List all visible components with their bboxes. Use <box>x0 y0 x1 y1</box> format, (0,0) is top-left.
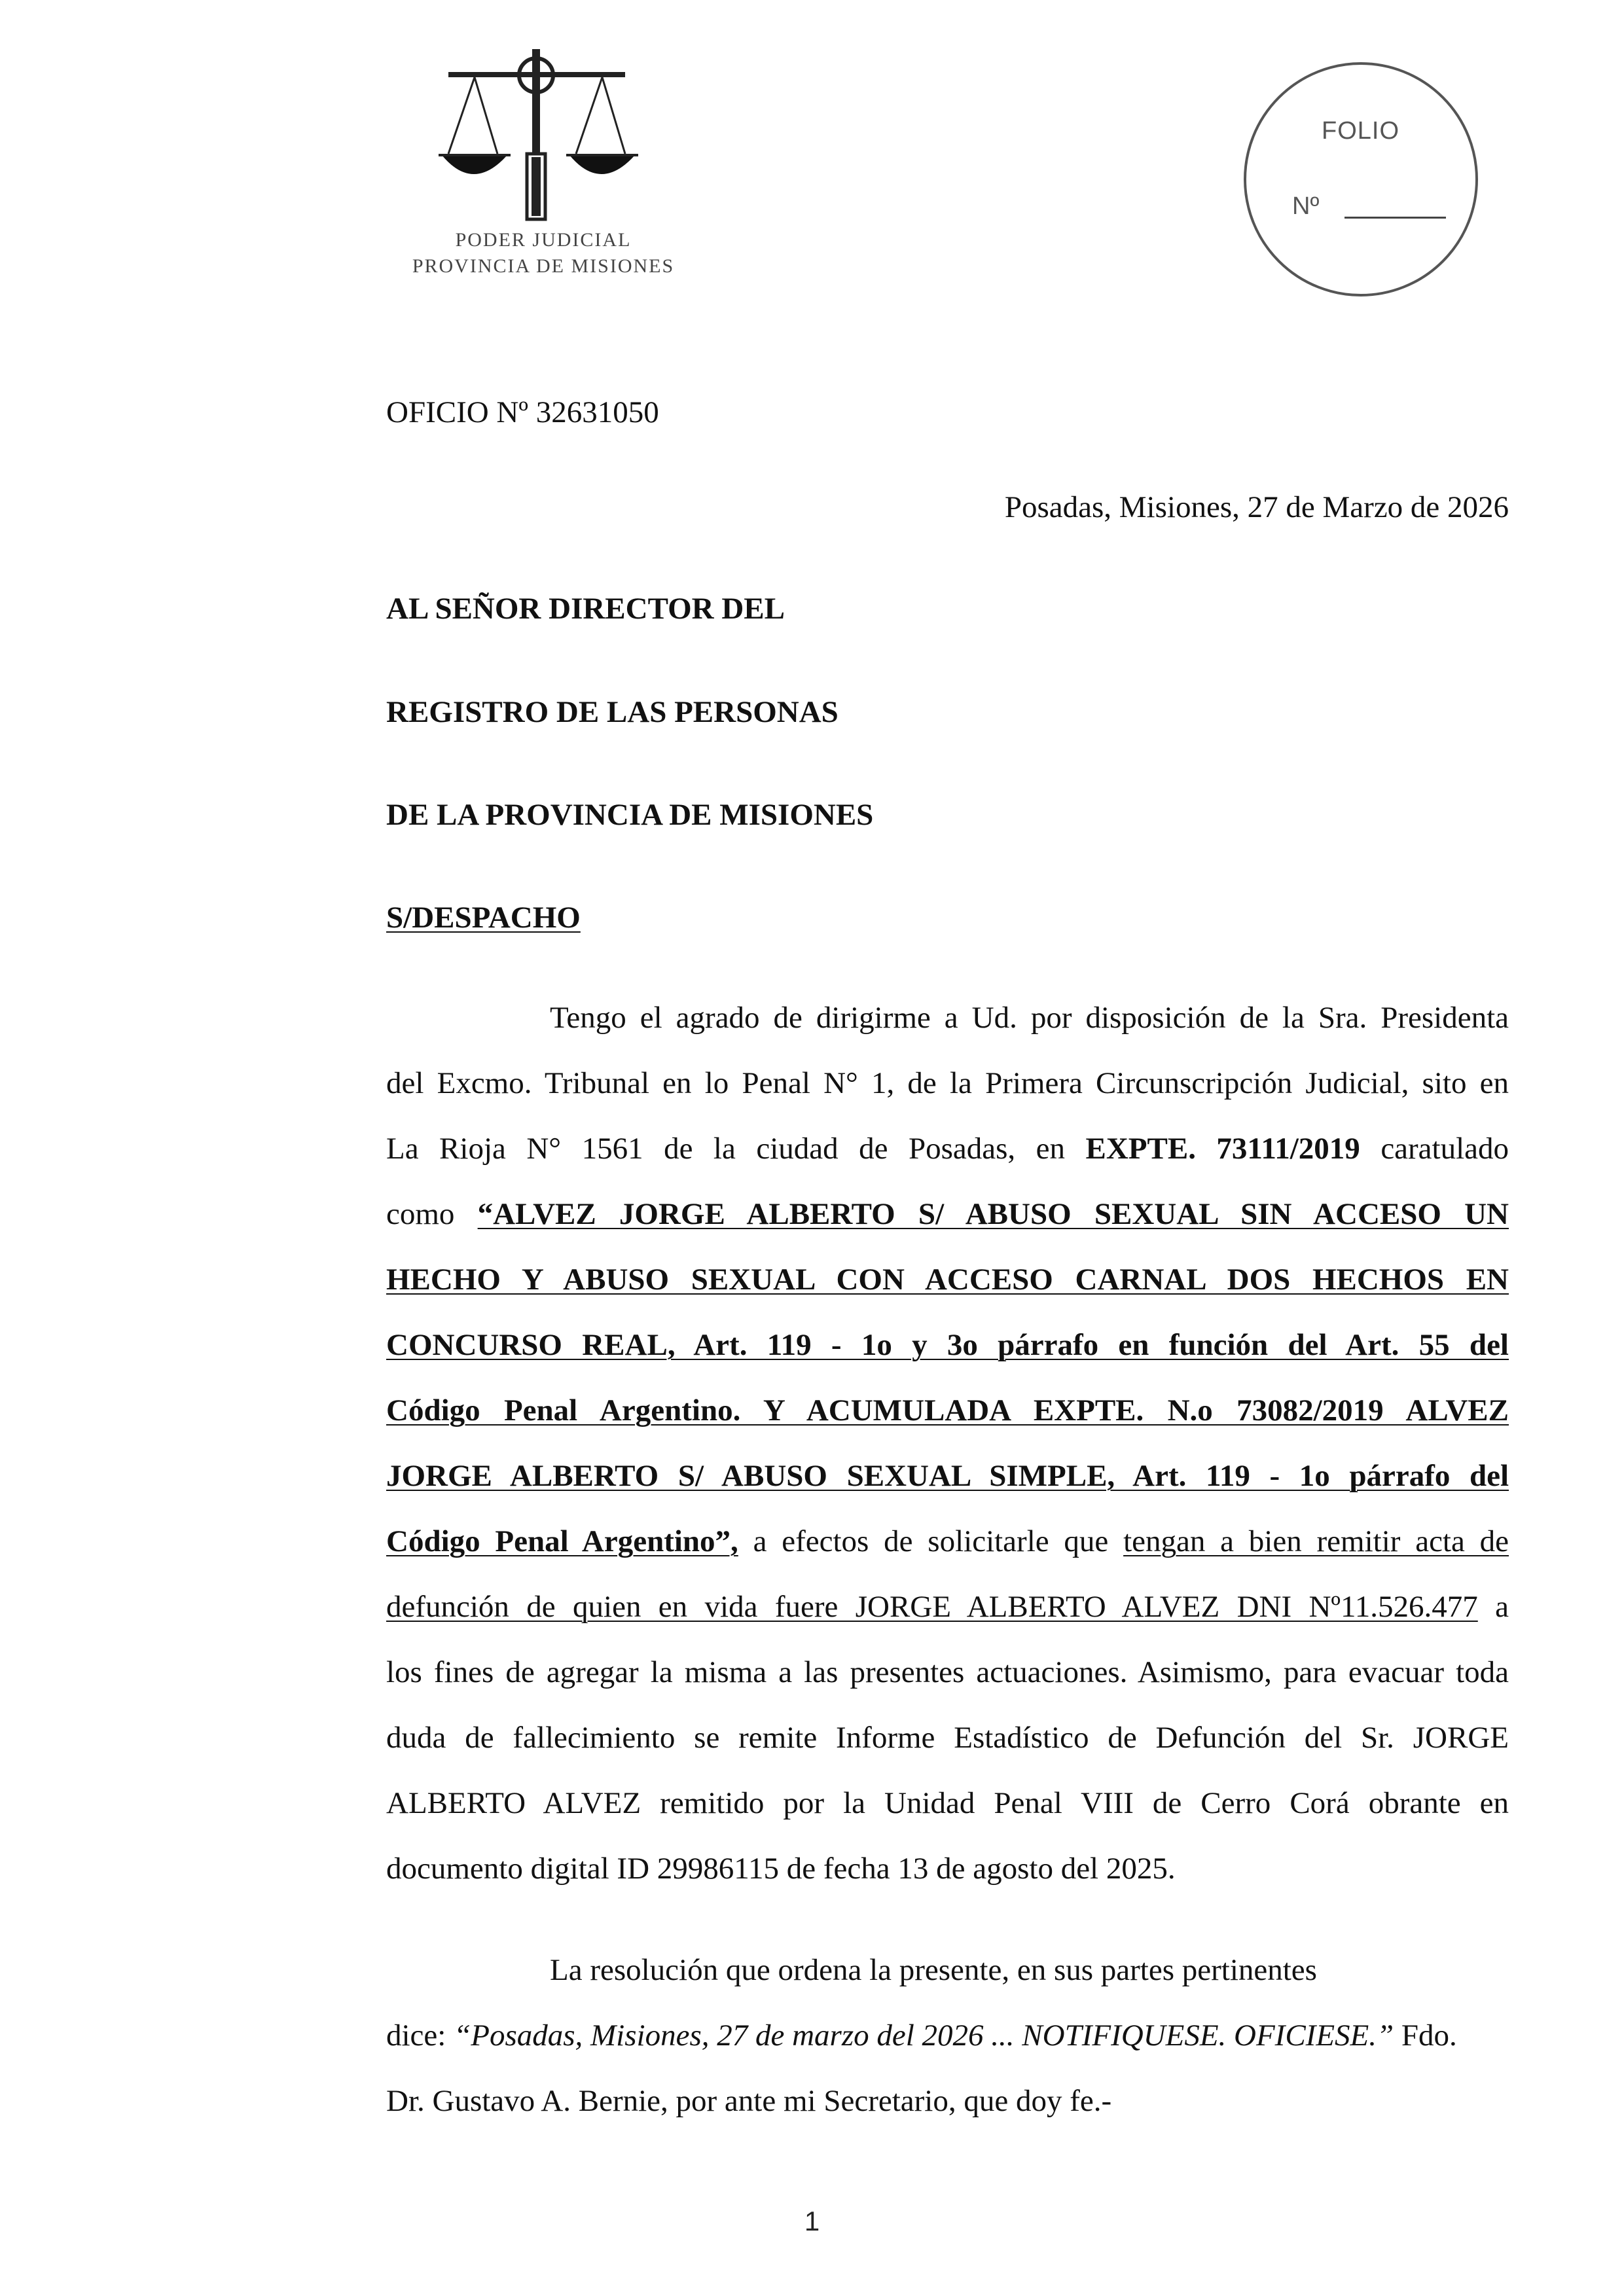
scales-of-justice-icon <box>435 36 651 226</box>
resolution-line-2 <box>386 2016 1457 2055</box>
resolution-line-1: La resolución que ordena la presente, en sus partes pertinentes <box>550 1953 1317 1987</box>
body-line-9b: a efectos de solicitarle que <box>753 1524 1109 1558</box>
judicial-logo <box>406 36 681 298</box>
body-line-3a: La Rioja N° 1561 de la ciudad de Posadas, en <box>386 1132 1065 1166</box>
body-line-11: los fines de agregar la misma a las presentes actuaciones. Asimismo, para evacuar toda <box>386 1655 1509 1689</box>
body-line-12: duda de fallecimiento se remite Informe Estadístico de Defunción del Sr. JORGE <box>386 1721 1509 1755</box>
body-line-5: HECHO Y ABUSO SEXUAL CON ACCESO CARNAL DOS HECHOS EN <box>386 1263 1509 1297</box>
request-underlined-start: tengan a bien remitir acta de <box>1123 1524 1509 1558</box>
body-line-9 <box>386 1522 1509 1561</box>
body-line-13: ALBERTO ALVEZ remitido por la Unidad Penal VIII de Cerro Corá obrante en <box>386 1786 1509 1820</box>
addressee-despacho: S/DESPACHO <box>386 901 581 935</box>
oficio-number: OFICIO Nº 32631050 <box>386 395 659 429</box>
body-line-3 <box>386 1129 1509 1168</box>
body-line-3c: caratulado <box>1380 1132 1509 1166</box>
folio-number-label: Nº <box>1292 192 1320 220</box>
expte-number: EXPTE. 73111/2019 <box>1085 1132 1360 1166</box>
addressee-line-1: AL SEÑOR DIRECTOR DEL <box>386 592 785 626</box>
addressee-line-3: DE LA PROVINCIA DE MISIONES <box>386 798 874 832</box>
body-line-6: CONCURSO REAL, Art. 119 - 1o y 3o párrafo en función del Art. 55 del <box>386 1328 1509 1362</box>
body-line-2: del Excmo. Tribunal en lo Penal N° 1, de la Primera Circunscripción Judicial, sito en <box>386 1066 1509 1100</box>
logo-line-2: PROVINCIA DE MISIONES <box>412 255 675 277</box>
body-line-10b: a <box>1495 1590 1509 1624</box>
folio-title: FOLIO <box>1322 117 1400 145</box>
body-line-4 <box>386 1194 1509 1234</box>
logo-line-1: PODER JUDICIAL <box>455 229 632 251</box>
addressee-line-2: REGISTRO DE LAS PERSONAS <box>386 695 839 729</box>
case-title-start: “ALVEZ JORGE ALBERTO S/ ABUSO SEXUAL SIN ACCESO UN <box>477 1197 1509 1231</box>
folio-stamp <box>1244 62 1478 296</box>
body-line-10 <box>386 1587 1509 1626</box>
body-line-14: documento digital ID 29986115 de fecha 13 de agosto del 2025. <box>386 1852 1176 1886</box>
body-line-8: JORGE ALBERTO S/ ABUSO SEXUAL SIMPLE, Art. 119 - 1o párrafo del <box>386 1459 1509 1493</box>
folio-number-blank <box>1344 217 1446 219</box>
page-number: 1 <box>804 2206 820 2236</box>
body-line-7: Código Penal Argentino. Y ACUMULADA EXPTE. N.o 73082/2019 ALVEZ <box>386 1393 1509 1427</box>
request-underlined-end: defunción de quien en vida fuere JORGE ALBERTO ALVEZ DNI Nº11.526.477 <box>386 1590 1478 1624</box>
resolution-quote: “Posadas, Misiones, 27 de marzo del 2026 ... NOTIFIQUESE. OFICIESE.” <box>454 2018 1394 2053</box>
place-date: Posadas, Misiones, 27 de Marzo de 2026 <box>1004 490 1509 524</box>
body-line-4a: como <box>386 1197 455 1231</box>
resolution-line-3: Dr. Gustavo A. Bernie, por ante mi Secretario, que doy fe.- <box>386 2084 1112 2118</box>
resolution-dice: dice: <box>386 2018 446 2053</box>
body-line-1: Tengo el agrado de dirigirme a Ud. por disposición de la Sra. Presidenta <box>550 1001 1509 1035</box>
resolution-fdo: Fdo. <box>1401 2018 1457 2053</box>
case-title-end: Código Penal Argentino”, <box>386 1524 738 1558</box>
